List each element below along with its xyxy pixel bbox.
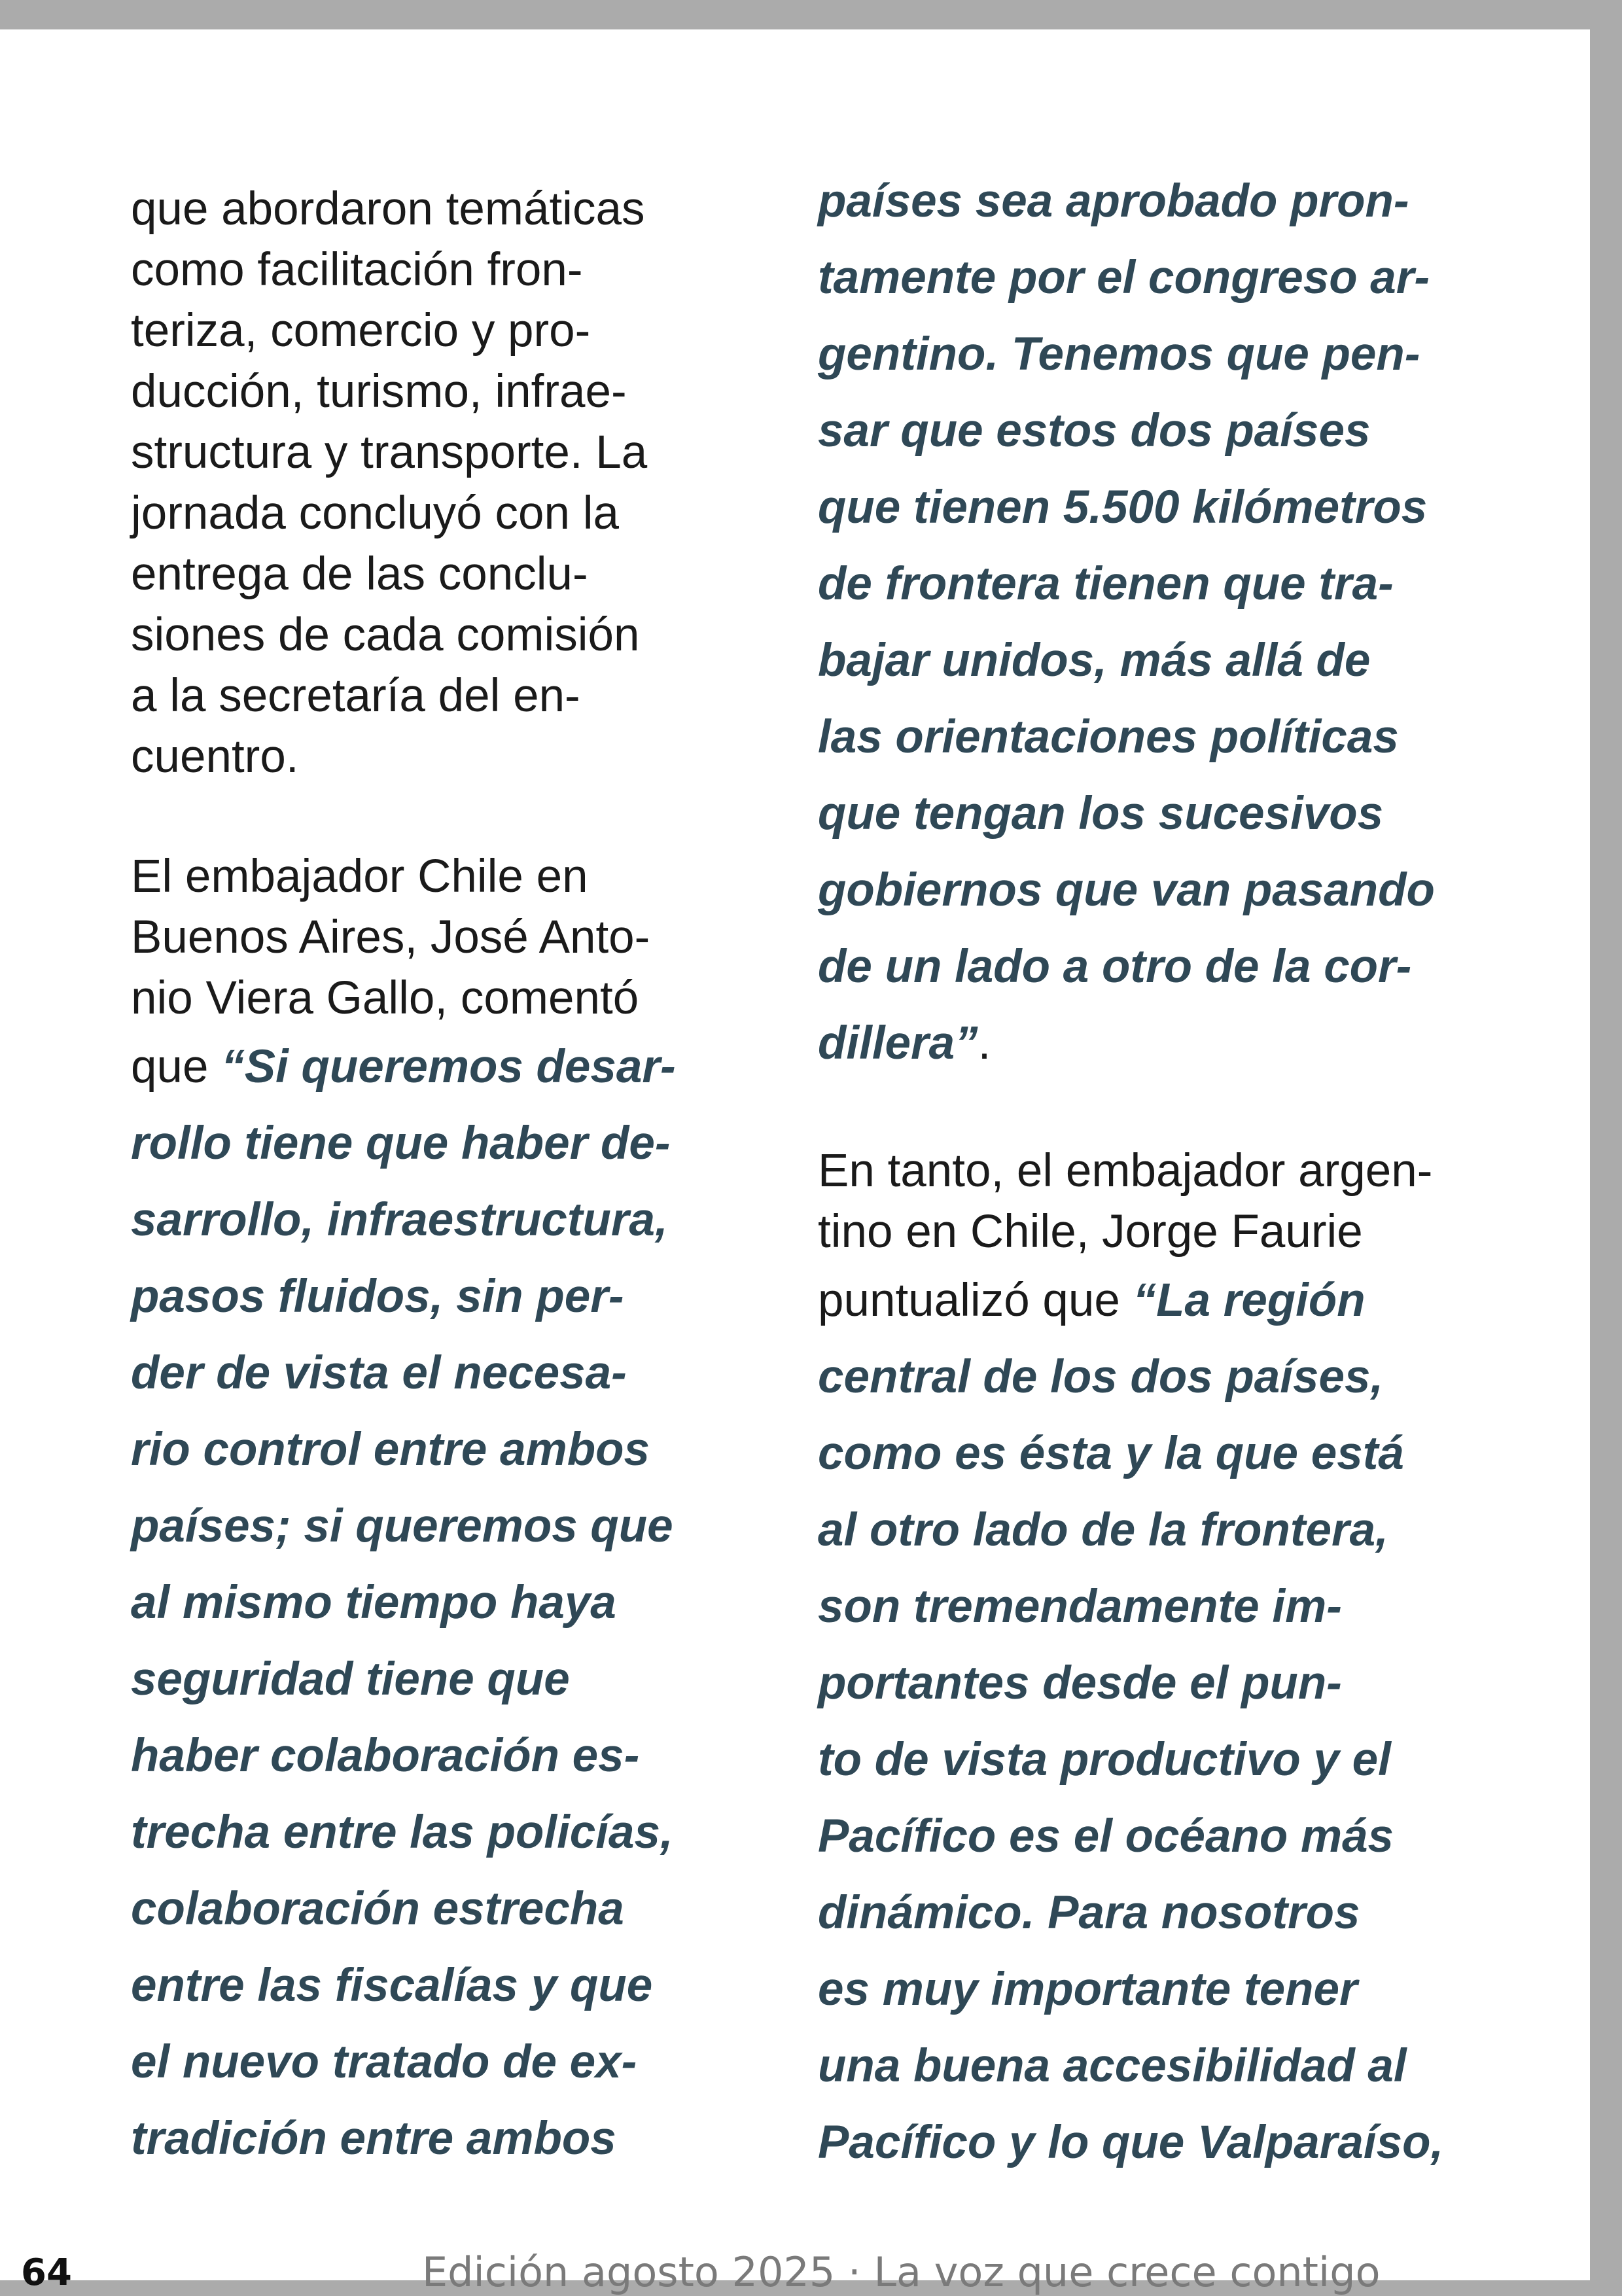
paragraph-viera-gallo [131,846,739,2177]
magazine-page [0,29,1590,2296]
quote-line: de frontera tienen que tra- [818,558,1394,610]
quote-line: central de los dos países, [818,1351,1384,1403]
quote-line: el nuevo tratado de ex- [131,2036,637,2088]
paragraph-intro [131,179,739,787]
text-line [818,1262,1498,1339]
quote-line: son tremendamente im- [818,1581,1342,1633]
quote-line: al mismo tiempo haya [131,1577,616,1629]
quote-line: pasos fluidos, sin per- [131,1271,624,1322]
quote-line: trecha entre las policías, [131,1807,673,1858]
quote-text: “La región [1133,1275,1366,1326]
text-line: ducción, turismo, infrae- [131,366,627,417]
quote-line: gentino. Tenemos que pen- [818,328,1420,380]
quote-line: tradición entre ambos [131,2113,616,2164]
quote-line: una buena accesibilidad al [818,2040,1407,2092]
page-number: 64 [21,2252,72,2294]
quote-text: dillera” [818,1017,978,1069]
quote-line: bajar unidos, más allá de [818,635,1371,686]
quote-line: sarrollo, infraestructura, [131,1194,668,1246]
quote-line: tamente por el congreso ar- [818,252,1430,304]
quote-line: dinámico. Para nosotros [818,1887,1360,1939]
quote-line: que tienen 5.500 kilómetros [818,482,1428,533]
text-line: nio Viera Gallo, comentó [131,972,639,1024]
quote-line: es muy importante tener [818,1964,1358,2015]
quote-line: que tengan los sucesivos [818,788,1384,839]
quote-line: sar que estos dos países [818,405,1371,457]
quote-line: como es ésta y la que está [818,1428,1404,1479]
text-line: siones de cada comisión [131,609,640,661]
text-line: a la secretaría del en- [131,670,580,722]
right-column [818,163,1498,2181]
quote-line: países sea aprobado pron- [818,175,1409,227]
lead-text: puntualizó que [818,1275,1133,1326]
quote-line: colaboración estrecha [131,1883,624,1935]
text-line: teriza, comercio y pro- [131,305,591,357]
quote-line: gobiernos que van pasando [818,864,1435,916]
text-line: tino en Chile, Jorge Faurie [818,1206,1363,1258]
quote-line: Pacífico es el océano más [818,1810,1394,1862]
text-line: structura y transporte. La [131,427,648,478]
quote-line: de un lado a otro de la cor- [818,941,1412,993]
text-line [818,1005,1498,1082]
text-line: como facilitación fron- [131,244,583,296]
quote-line: las orientaciones políticas [818,711,1399,763]
quote-line: entre las fiscalías y que [131,1960,653,2011]
quote-line: haber colaboración es- [131,1730,640,1782]
quote-line: rio control entre ambos [131,1424,650,1475]
quote-line: países; si queremos que [131,1500,673,1552]
text-line [131,1029,739,1105]
quote-line: al otro lado de la frontera, [818,1504,1388,1556]
text-line: jornada concluyó con la [131,487,619,539]
quote-line: seguridad tiene que [131,1653,570,1705]
quote-continuation [818,163,1498,1082]
edition-footer: Edición agosto 2025 · La voz que crece contigo [422,2248,1381,2296]
text-line: Buenos Aires, José Anto- [131,911,650,963]
paragraph-faurie [818,1140,1498,2181]
lead-text: que [131,1041,222,1093]
text-line: entrega de las conclu- [131,548,588,600]
left-column [131,179,739,2177]
text-line: El embajador Chile en [131,851,588,902]
text-line: cuentro. [131,731,299,783]
quote-line: portantes desde el pun- [818,1657,1342,1709]
quote-line: Pacífico y lo que Valparaíso, [818,2117,1444,2168]
text-line: que abordaron temáticas [131,183,645,235]
quote-line: der de vista el necesa- [131,1347,627,1399]
quote-line: to de vista productivo y el [818,1734,1391,1786]
text-line: En tanto, el embajador argen- [818,1145,1433,1197]
quote-text: “Si queremos desar- [221,1041,676,1093]
quote-line: rollo tiene que haber de- [131,1118,671,1169]
punctuation: . [978,1017,991,1069]
